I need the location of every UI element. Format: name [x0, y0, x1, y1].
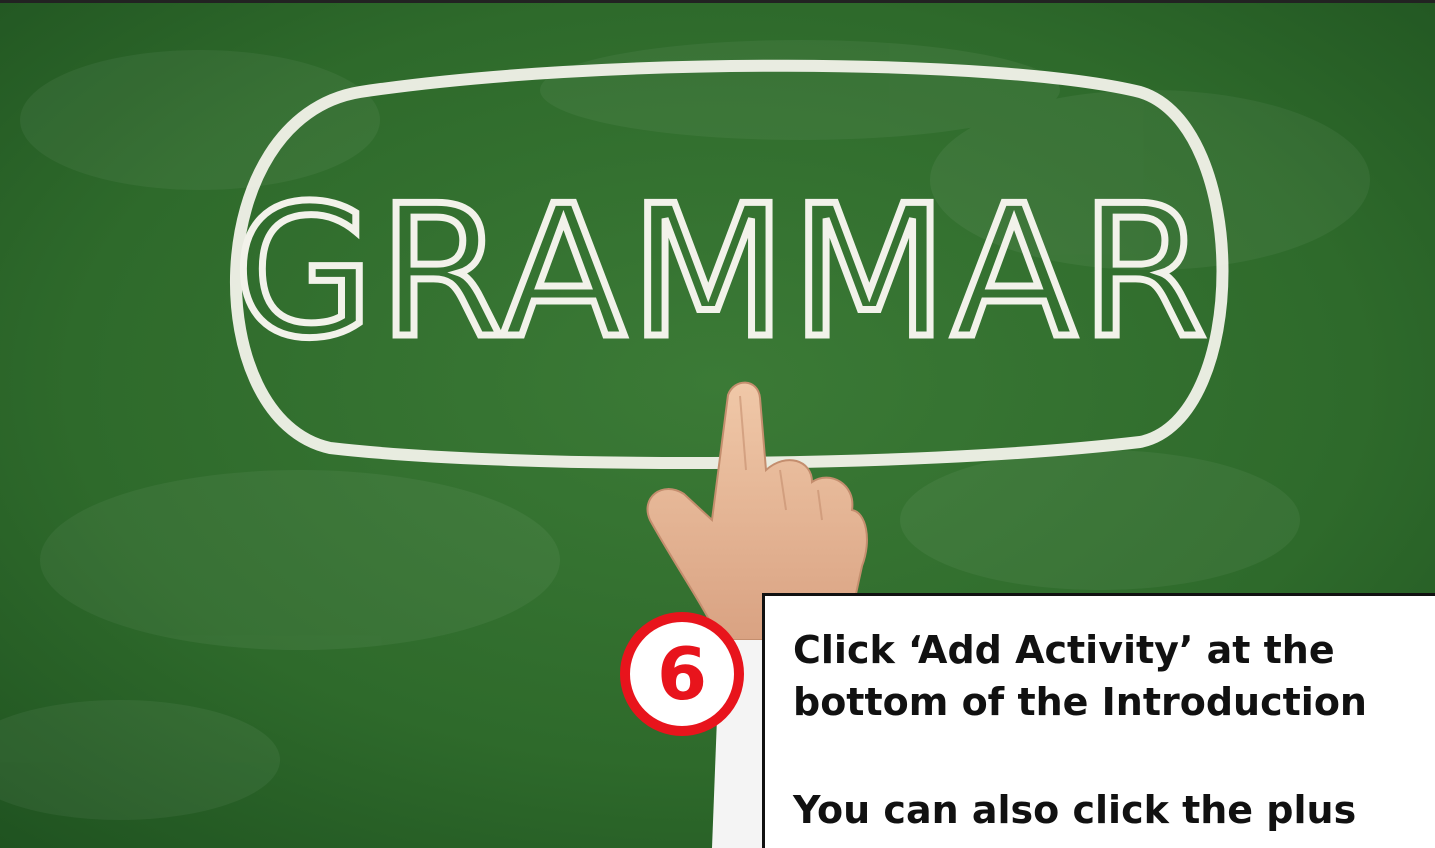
step-number: 6 [656, 632, 708, 716]
step-badge [620, 612, 744, 736]
instruction-box [762, 593, 1435, 848]
line-spacer [793, 728, 1435, 784]
board-word: GRAMMAR [233, 166, 1211, 378]
instruction-line-1: Click ‘Add Activity’ at the [793, 628, 1335, 672]
instruction-line-2: bottom of the Introduction [793, 680, 1367, 724]
instruction-line-3: You can also click the plus [793, 788, 1357, 832]
top-border [0, 0, 1435, 3]
